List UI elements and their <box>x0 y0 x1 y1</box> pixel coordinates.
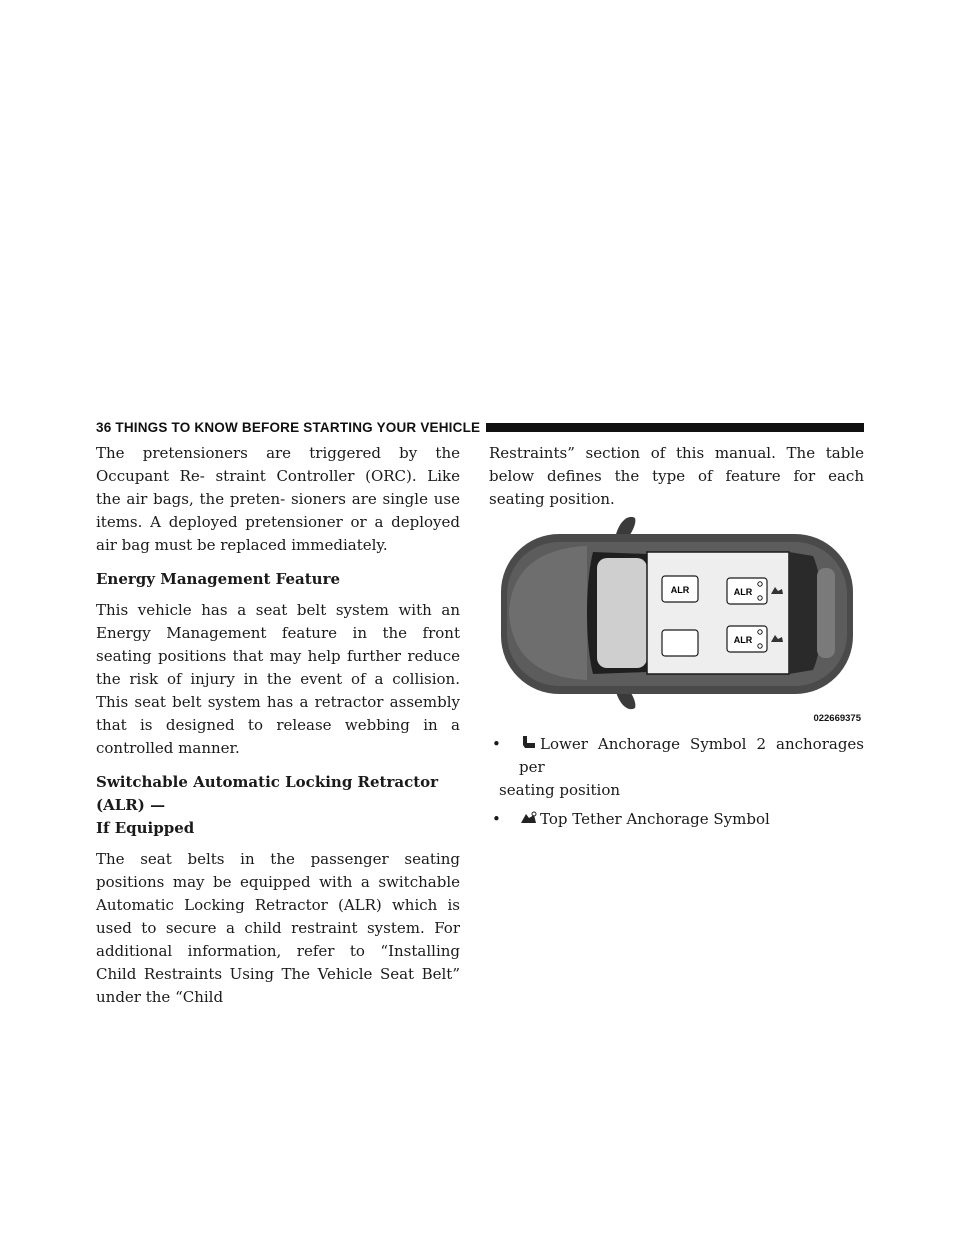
figure-id: 022669375 <box>813 713 861 724</box>
lower-anchorage-text-cont: seating position <box>499 781 621 799</box>
pretensioner-paragraph: The pretensioners are triggered by the Occupant Re- straint Controller (ORC). Like the air bags, the preten- sioners are single use items. A deployed pretensioner or a deployed air bag must be replaced immediately. <box>96 444 460 554</box>
bullet-marker: • <box>492 810 501 828</box>
alr-paragraph: The seat belts in the passenger seating positions may be equipped with a switchable Automatic Locking Retractor (ALR) which is used to secure a child restraint system. For additional information, refer to “Installing Child Restraints Using The Vehicle Seat Belt” under the “Child <box>96 850 460 1006</box>
lower-anchorage-icon <box>519 735 539 751</box>
top-tether-anchorage-icon <box>519 810 539 826</box>
left-column <box>96 442 460 1009</box>
alr-heading <box>96 771 460 840</box>
lower-anchorage-text: Lower Anchorage Symbol 2 anchorages per <box>519 735 864 776</box>
alr-heading-line1: Switchable Automatic Locking Retractor (ALR) — <box>96 773 439 814</box>
vehicle-top-view-illustration <box>497 512 867 724</box>
page-header <box>96 418 864 436</box>
rear-hatch <box>817 568 835 658</box>
legend-item-top-tether <box>489 808 864 831</box>
vehicle-seating-diagram <box>497 512 867 724</box>
header-rule <box>486 423 864 432</box>
driver-seat <box>662 630 698 656</box>
top-tether-text: Top Tether Anchorage Symbol <box>540 810 770 828</box>
alr-heading-line2: If Equipped <box>96 819 195 837</box>
rear-seat-top-label: ALR <box>733 587 753 597</box>
rear-seat-bottom-label: ALR <box>733 635 753 645</box>
page-header-label: 36 THINGS TO KNOW BEFORE STARTING YOUR VEHICLE <box>96 419 481 435</box>
energy-management-paragraph: This vehicle has a seat belt system with an Energy Management feature in the front seating positions that may help further reduce the risk of injury in the event of a collision. This seat belt system has a retractor assembly that is designed to release webbing in a controlled manner. <box>96 601 460 757</box>
front-seat-label: ALR <box>670 585 690 595</box>
restraints-paragraph: Restraints” section of this manual. The table below defines the type of feature for each seating position. <box>489 444 864 508</box>
bullet-marker: • <box>492 735 501 753</box>
legend-item-lower-anchorage <box>489 733 864 802</box>
energy-management-heading: Energy Management Feature <box>96 570 341 588</box>
right-column <box>489 442 864 511</box>
symbol-legend <box>489 733 864 831</box>
